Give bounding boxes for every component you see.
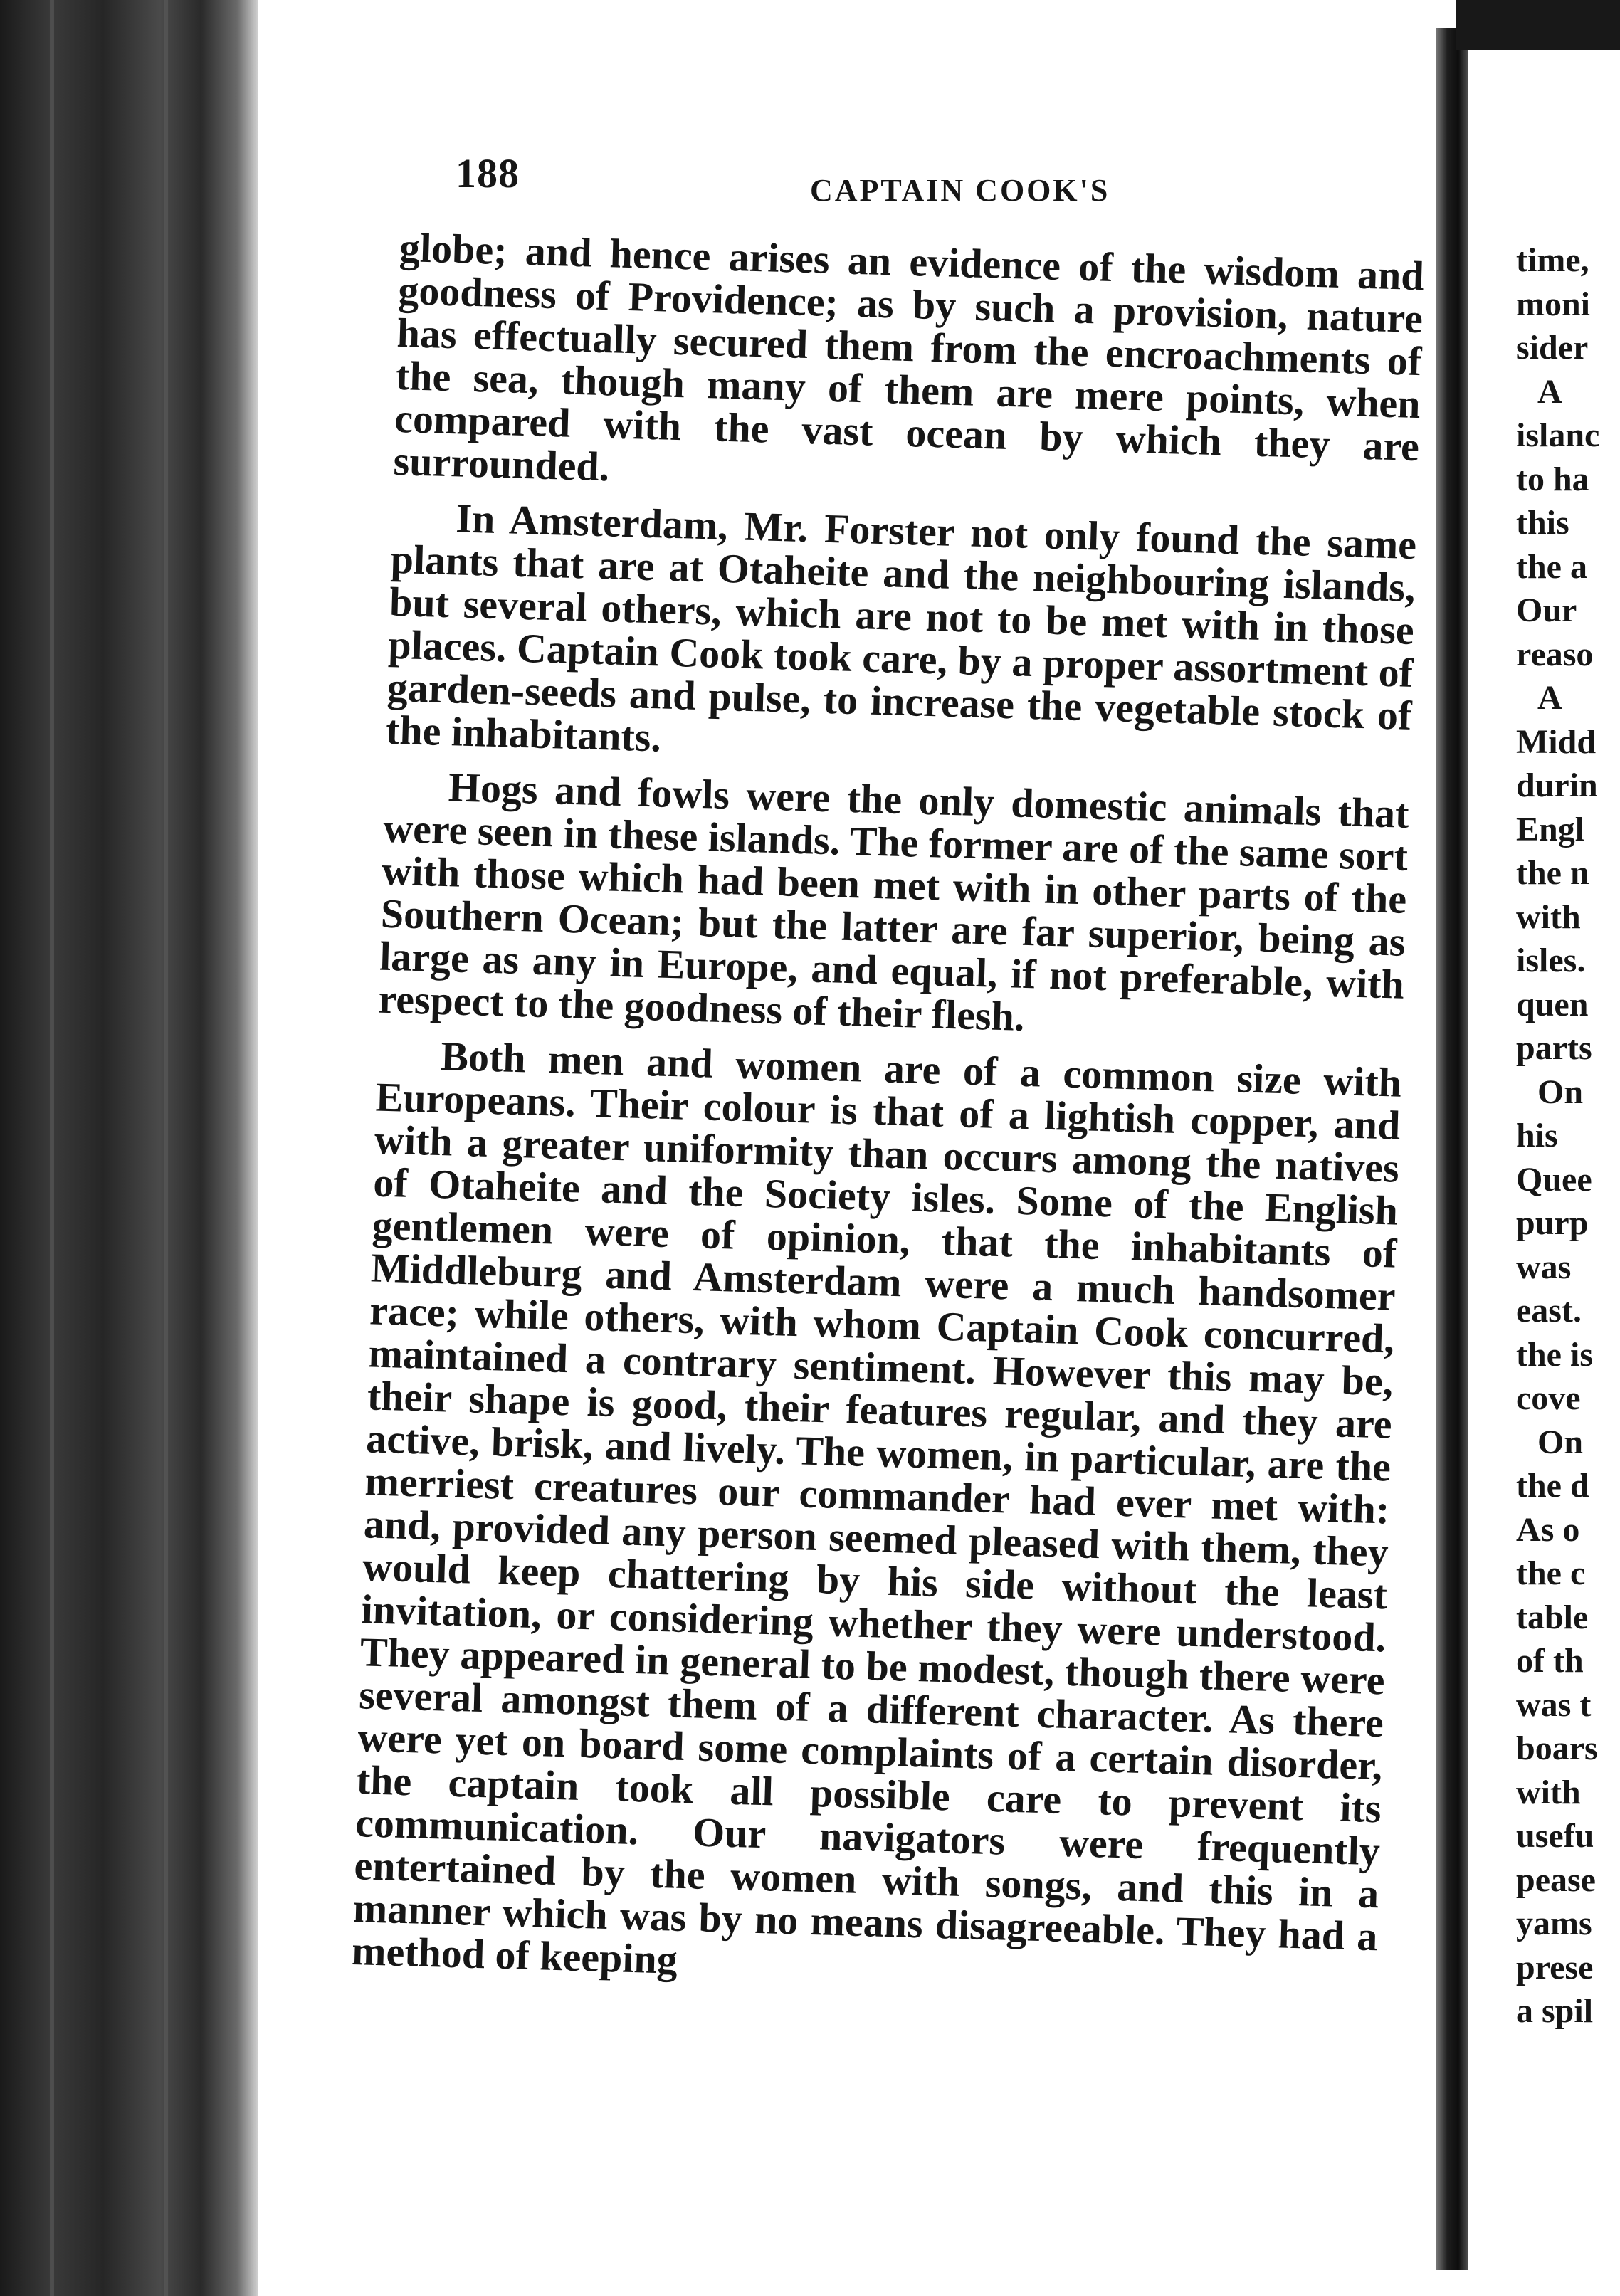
running-title: CAPTAIN COOK'S [810,173,1110,208]
facing-line: reaso [1516,635,1594,673]
page-gutter [1436,28,1468,2270]
facing-line: with [1516,1773,1581,1811]
facing-line: isles. [1516,942,1586,979]
facing-line: with [1516,897,1581,936]
binding-line [164,0,168,2296]
body-text [351,226,1424,2001]
page-number: 188 [456,150,520,196]
facing-line: yams [1516,1905,1592,1942]
facing-line: was [1516,1248,1572,1286]
facing-line: usefu [1516,1817,1594,1855]
facing-line: islanc [1516,416,1600,454]
facing-line: Our [1516,591,1577,629]
facing-line: to ha [1516,460,1589,498]
facing-line: the d [1516,1467,1589,1505]
facing-line: of th [1516,1642,1584,1680]
facing-line: the a [1516,547,1587,586]
facing-line: the is [1516,1335,1593,1374]
facing-line: sider [1516,329,1589,367]
facing-line: prese [1516,1948,1594,1986]
facing-line: boars [1516,1729,1598,1767]
facing-line: time, [1516,241,1589,279]
facing-line: cove [1516,1379,1581,1417]
facing-line: A [1537,679,1562,717]
paragraph: globe; and hence arises an evidence of the wisdom and goodness of Providence; as by such a provision, nature has effectually secured them from the encroachments of the sea, though many of them are mere points, when compared with the vast ocean by which they are surrounded. [392,224,1425,490]
facing-line: Midd [1516,722,1597,761]
facing-line: purp [1516,1204,1589,1242]
facing-line: this [1516,504,1569,542]
facing-line: As o [1516,1510,1580,1549]
facing-line: the c [1516,1554,1586,1592]
paragraph: Both men and women are of a common size with Europeans. Their colour is that of a lightish copper, and with a greater uniformity than occurs among the natives of Otaheite and the Society isles. Some of the English gentlemen were of opinion, that the inhabitants of Middleburg and Amsterdam were a much handsomer race; while others, with whom Captain Cook concurred, maintained a contrary sentiment. However this may be, their shape is good, their features regular, and they are active, brisk, and lively. The women, in particular, are the merriest creatures our commander had ever met with: and, provided any person seemed pleased with them, they would keep chattering by his side without the least invitation, or considering whether they were understood. They appeared in general to be modest, though there were several amongst them of a different character. As there were yet on board some complaints of a certain disorder, the captain took all possible care to prevent its communication. Our navigators were frequently entertained by the women with songs, and this in a manner which was by no means disagreeable. They had a method of keeping [351,1033,1402,1983]
facing-line: Engl [1516,810,1585,848]
facing-page-fragment [1516,238,1620,2033]
facing-line: parts [1516,1029,1592,1067]
book-binding-edge [0,0,258,2296]
facing-line: his [1516,1117,1558,1154]
paragraph: In Amsterdam, Mr. Forster not only found the same plants that are at Otaheite and the neighbouring islands, but several others, which are not to be met with in those places. Captain Cook took care, by a proper assortment of garden-seeds and pulse, to increase the vegetable stock of the inhabitants. [385,495,1417,761]
facing-line: a spil [1516,1992,1594,2030]
facing-line: the n [1516,854,1589,892]
facing-line: quen [1516,985,1589,1023]
facing-line: Quee [1516,1160,1592,1199]
facing-line: east. [1516,1292,1582,1329]
facing-line: moni [1516,285,1591,323]
binding-line [50,0,54,2296]
facing-line: table [1516,1598,1589,1636]
facing-line: On [1537,1073,1584,1111]
paragraph: Hogs and fowls were the only domestic animals that were seen in these islands. The former are of the same sort with those which had been met with in other parts of the Southern Ocean; but the latter are far superior, being as large as any in Europe, and equal, if not preferable, with respect to the goodness of their flesh. [377,764,1410,1040]
gutter-shadow [1456,0,1620,50]
facing-line: A [1537,372,1562,411]
facing-line: durin [1516,767,1598,804]
facing-line: was t [1516,1685,1592,1724]
facing-line: pease [1516,1860,1596,1899]
facing-line: On [1537,1423,1584,1461]
